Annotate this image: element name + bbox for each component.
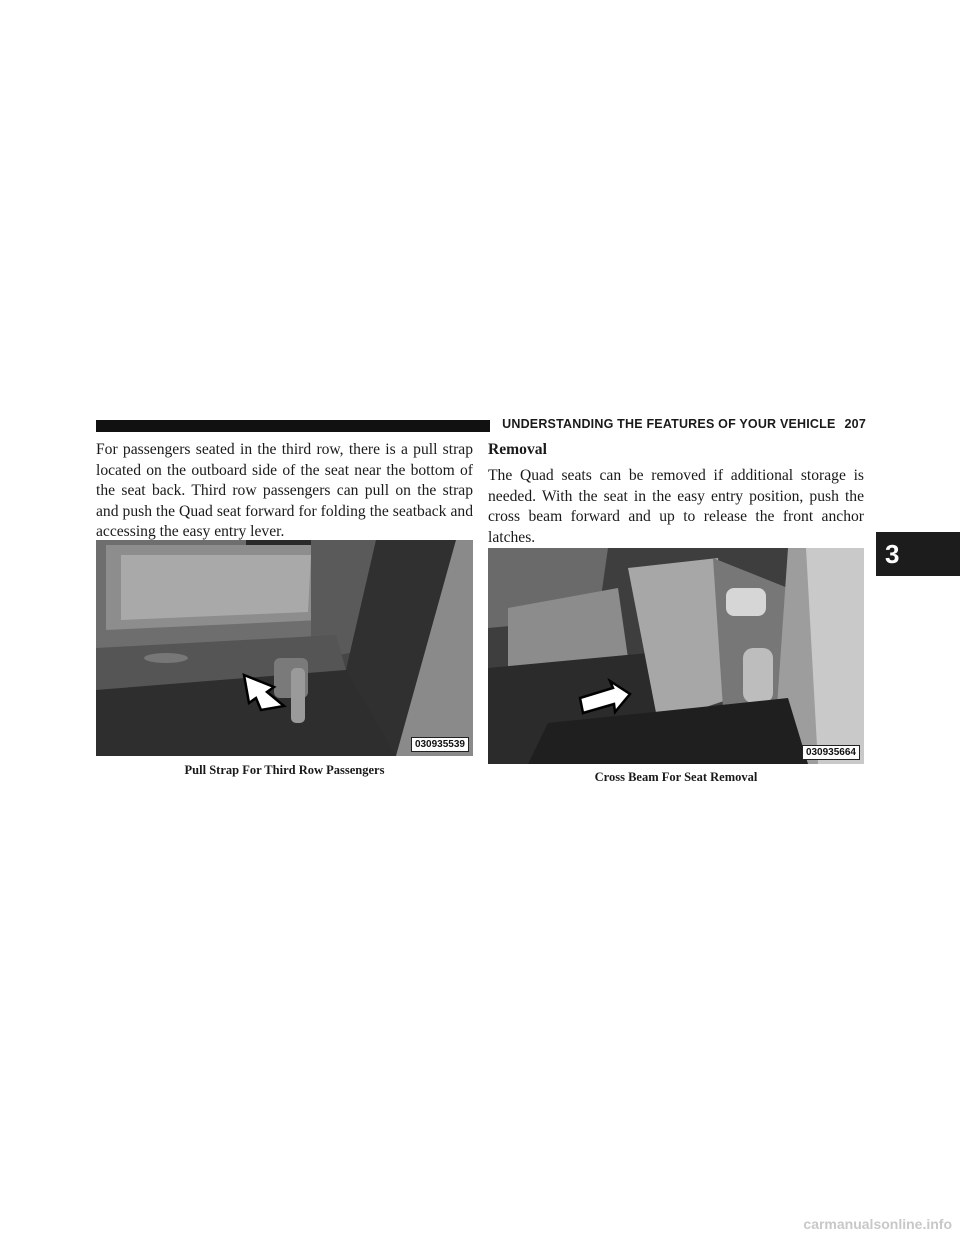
figure-caption: Cross Beam For Seat Removal [594, 770, 758, 784]
page-number: 207 [844, 417, 866, 431]
cross-beam-figure [488, 548, 864, 764]
seat-removal-illustration [488, 548, 864, 764]
body-paragraph: For passengers seated in the third row, there is a pull strap located on the outboard side of the seat near the bottom of the seat back. Third row passengers can pull on the strap and push the Quad seat forward for folding the seatback and accessing the easy entry lever. [96, 441, 473, 541]
right-column [488, 440, 864, 548]
figure-code: 030935664 [802, 745, 860, 760]
header-title: UNDERSTANDING THE FEATURES OF YOUR VEHICLE [502, 417, 836, 431]
seat-illustration [96, 540, 473, 756]
header-rule [96, 420, 490, 432]
section-heading: Removal [488, 441, 547, 458]
pull-strap-figure [96, 540, 473, 756]
figure-code: 030935539 [411, 737, 469, 752]
left-column [96, 440, 473, 543]
body-paragraph: The Quad seats can be removed if additional storage is needed. With the seat in the easy entry position, push the cross beam forward and up to release the front anchor latches. [488, 467, 864, 546]
watermark: carmanualsonline.info [803, 1216, 952, 1232]
chapter-number: 3 [885, 539, 900, 569]
chapter-tab [876, 532, 960, 576]
running-header [498, 417, 866, 431]
figure-caption: Pull Strap For Third Row Passengers [184, 763, 385, 777]
